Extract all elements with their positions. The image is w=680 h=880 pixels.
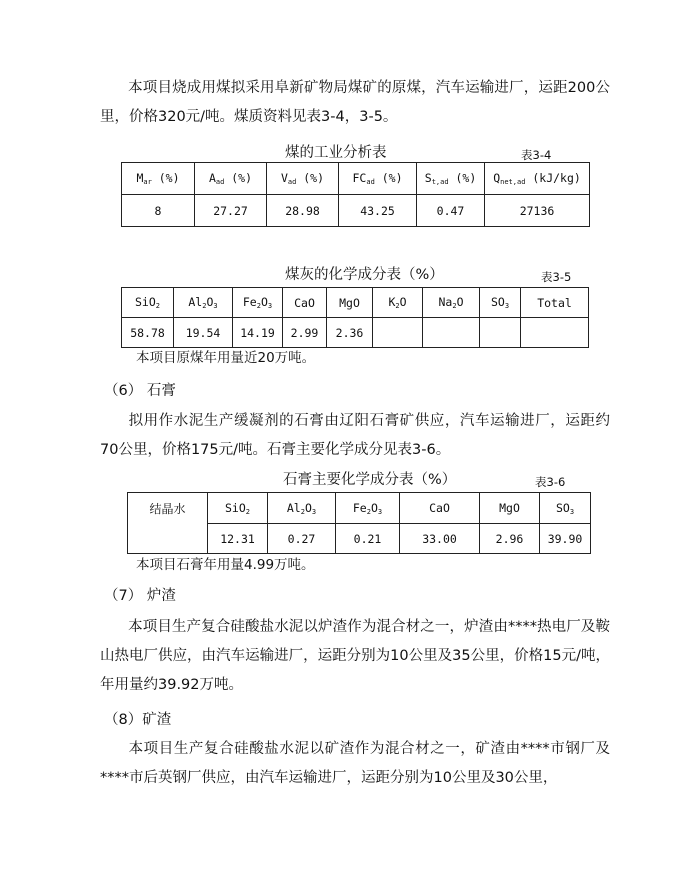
header-subscript: 2 bbox=[300, 507, 305, 516]
column-header bbox=[336, 493, 400, 524]
column-header bbox=[480, 493, 540, 524]
header-subscript: 3 bbox=[213, 302, 218, 310]
header-symbol: SO bbox=[490, 295, 505, 309]
table-cell bbox=[373, 318, 423, 348]
table-3-5-label: 表3-5 bbox=[541, 270, 572, 284]
header-symbol-rest: O bbox=[206, 295, 214, 309]
header-symbol: SO bbox=[555, 500, 570, 515]
header-symbol: Fe bbox=[352, 500, 367, 515]
gypsum-composition-table bbox=[127, 492, 591, 554]
section-7-heading: （7） 炉渣 bbox=[104, 588, 176, 604]
table-cell: 14.19 bbox=[233, 318, 283, 348]
column-header bbox=[122, 163, 195, 195]
header-symbol: MgO bbox=[499, 501, 520, 515]
table-cell bbox=[480, 318, 521, 348]
table-cell: 2.36 bbox=[327, 318, 373, 348]
section-6-heading: （6） 石膏 bbox=[104, 383, 176, 399]
section-8-heading: （8）矿渣 bbox=[104, 712, 172, 728]
column-header bbox=[373, 288, 423, 318]
intro-paragraph: 本项目烧成用煤拟采用阜新矿物局煤矿的原煤，汽车运输进厂，运距200公里，价格320元/吨。煤质资料见表3-4，3-5。 bbox=[100, 80, 610, 125]
header-subscript: ad bbox=[287, 178, 297, 186]
column-header bbox=[339, 163, 417, 195]
header-subscript: ad bbox=[215, 178, 225, 186]
header-subscript: 2 bbox=[366, 507, 371, 516]
section-7-paragraph: 本项目生产复合硅酸盐水泥以炉渣作为混合材之一，炉渣由****热电厂及鞍山热电厂供应，由汽车运输进厂，运距分别为10公里及35公里，价格15元/吨，年用量约39.92万吨。 bbox=[100, 619, 610, 693]
table-cell: 27.27 bbox=[195, 195, 267, 227]
header-subscript: ar bbox=[143, 178, 152, 186]
table-row bbox=[128, 524, 591, 554]
header-symbol: Total bbox=[537, 295, 572, 310]
header-subscript: 2 bbox=[452, 302, 457, 310]
header-subscript: net,ad bbox=[500, 178, 526, 186]
column-header bbox=[128, 493, 208, 524]
header-symbol: V bbox=[280, 171, 288, 185]
header-symbol: K bbox=[388, 295, 396, 309]
header-subscript: 2 bbox=[245, 507, 250, 516]
coal-annual-usage-note: 本项目原煤年用量近20万吨。 bbox=[136, 350, 316, 366]
header-symbol: Al bbox=[286, 500, 301, 515]
table-header-row bbox=[128, 493, 591, 524]
table-cell: 58.78 bbox=[122, 318, 174, 348]
table-cell: 0.21 bbox=[336, 524, 400, 554]
header-subscript: 2 bbox=[395, 302, 400, 310]
header-symbol: Q bbox=[493, 171, 501, 185]
table-cell bbox=[128, 524, 208, 554]
column-header bbox=[267, 163, 339, 195]
column-header bbox=[423, 288, 480, 318]
header-subscript: 3 bbox=[311, 507, 317, 516]
table-row bbox=[122, 195, 590, 227]
coal-analysis-table bbox=[121, 162, 590, 227]
table-cell: 28.98 bbox=[267, 195, 339, 227]
table-3-4-title: 煤的工业分析表 bbox=[285, 145, 387, 161]
header-symbol-rest: O bbox=[370, 500, 378, 515]
header-symbol: A bbox=[208, 171, 216, 185]
header-unit: (%) bbox=[296, 171, 325, 185]
table-cell: 0.27 bbox=[268, 524, 336, 554]
column-header bbox=[327, 288, 373, 318]
header-symbol: FC bbox=[352, 171, 367, 185]
header-symbol: CaO bbox=[294, 295, 315, 310]
table-3-6-title: 石膏主要化学成分表（%） bbox=[283, 472, 457, 488]
table-cell: 8 bbox=[122, 195, 195, 227]
coal-ash-table bbox=[121, 287, 589, 348]
header-unit: (kJ/kg) bbox=[525, 171, 581, 185]
column-header bbox=[233, 288, 283, 318]
header-symbol: S bbox=[424, 171, 432, 185]
table-cell: 43.25 bbox=[339, 195, 417, 227]
table-3-6-label: 表3-6 bbox=[535, 475, 566, 489]
column-header bbox=[480, 288, 521, 318]
table-cell: 33.00 bbox=[400, 524, 480, 554]
table-cell: 39.90 bbox=[540, 524, 591, 554]
header-symbol: Na bbox=[438, 295, 453, 309]
header-symbol: 结晶水 bbox=[149, 502, 186, 516]
table-cell: 27136 bbox=[485, 195, 590, 227]
table-3-5-title: 煤灰的化学成分表（%） bbox=[285, 267, 444, 283]
header-symbol: Fe bbox=[242, 295, 257, 309]
table-cell: 0.47 bbox=[417, 195, 485, 227]
table-cell bbox=[423, 318, 480, 348]
table-cell: 12.31 bbox=[208, 524, 268, 554]
header-symbol: M bbox=[136, 171, 144, 185]
header-subscript: t,ad bbox=[431, 178, 449, 186]
gypsum-annual-usage-note: 本项目石膏年用量4.99万吨。 bbox=[136, 557, 315, 573]
header-symbol-rest: O bbox=[399, 295, 407, 309]
table-cell: 19.54 bbox=[174, 318, 233, 348]
column-header bbox=[208, 493, 268, 524]
header-subscript: 2 bbox=[155, 302, 160, 310]
column-header bbox=[521, 288, 589, 318]
header-symbol-rest: O bbox=[260, 295, 268, 309]
header-symbol-rest: O bbox=[456, 295, 464, 309]
header-symbol-rest: O bbox=[304, 500, 312, 515]
column-header bbox=[174, 288, 233, 318]
header-symbol: CaO bbox=[429, 501, 450, 515]
table-cell bbox=[521, 318, 589, 348]
table-cell: 2.96 bbox=[480, 524, 540, 554]
table-cell: 2.99 bbox=[283, 318, 327, 348]
header-unit: (%) bbox=[448, 171, 477, 185]
column-header bbox=[283, 288, 327, 318]
column-header bbox=[400, 493, 480, 524]
column-header bbox=[485, 163, 590, 195]
column-header bbox=[417, 163, 485, 195]
header-subscript: 3 bbox=[267, 302, 273, 310]
header-symbol: Al bbox=[188, 295, 203, 309]
header-symbol: MgO bbox=[339, 295, 360, 310]
column-header bbox=[122, 288, 174, 318]
header-symbol: SiO bbox=[135, 295, 156, 309]
column-header bbox=[540, 493, 591, 524]
section-6-paragraph: 拟用作水泥生产缓凝剂的石膏由辽阳石膏矿供应，汽车运输进厂，运距约70公里，价格175元/吨。石膏主要化学成分见表3-6。 bbox=[100, 413, 610, 458]
header-subscript: 3 bbox=[377, 507, 383, 516]
table-row bbox=[122, 318, 589, 348]
header-symbol: SiO bbox=[225, 500, 246, 515]
table-header-row bbox=[122, 288, 589, 318]
header-unit: (%) bbox=[151, 171, 180, 185]
header-unit: (%) bbox=[374, 171, 403, 185]
table-header-row bbox=[122, 163, 590, 195]
column-header bbox=[268, 493, 336, 524]
header-subscript: 3 bbox=[569, 507, 575, 516]
table-3-4-label: 表3-4 bbox=[521, 148, 552, 162]
header-subscript: 2 bbox=[256, 302, 261, 310]
column-header bbox=[195, 163, 267, 195]
section-8-paragraph: 本项目生产复合硅酸盐水泥以矿渣作为混合材之一，矿渣由****市钢厂及****市后英钢厂供应，由汽车运输进厂，运距分别为10公里及30公里， bbox=[100, 741, 610, 786]
header-subscript: 2 bbox=[202, 302, 207, 310]
header-subscript: 3 bbox=[504, 302, 510, 310]
header-subscript: ad bbox=[366, 178, 375, 186]
header-unit: (%) bbox=[224, 171, 253, 185]
